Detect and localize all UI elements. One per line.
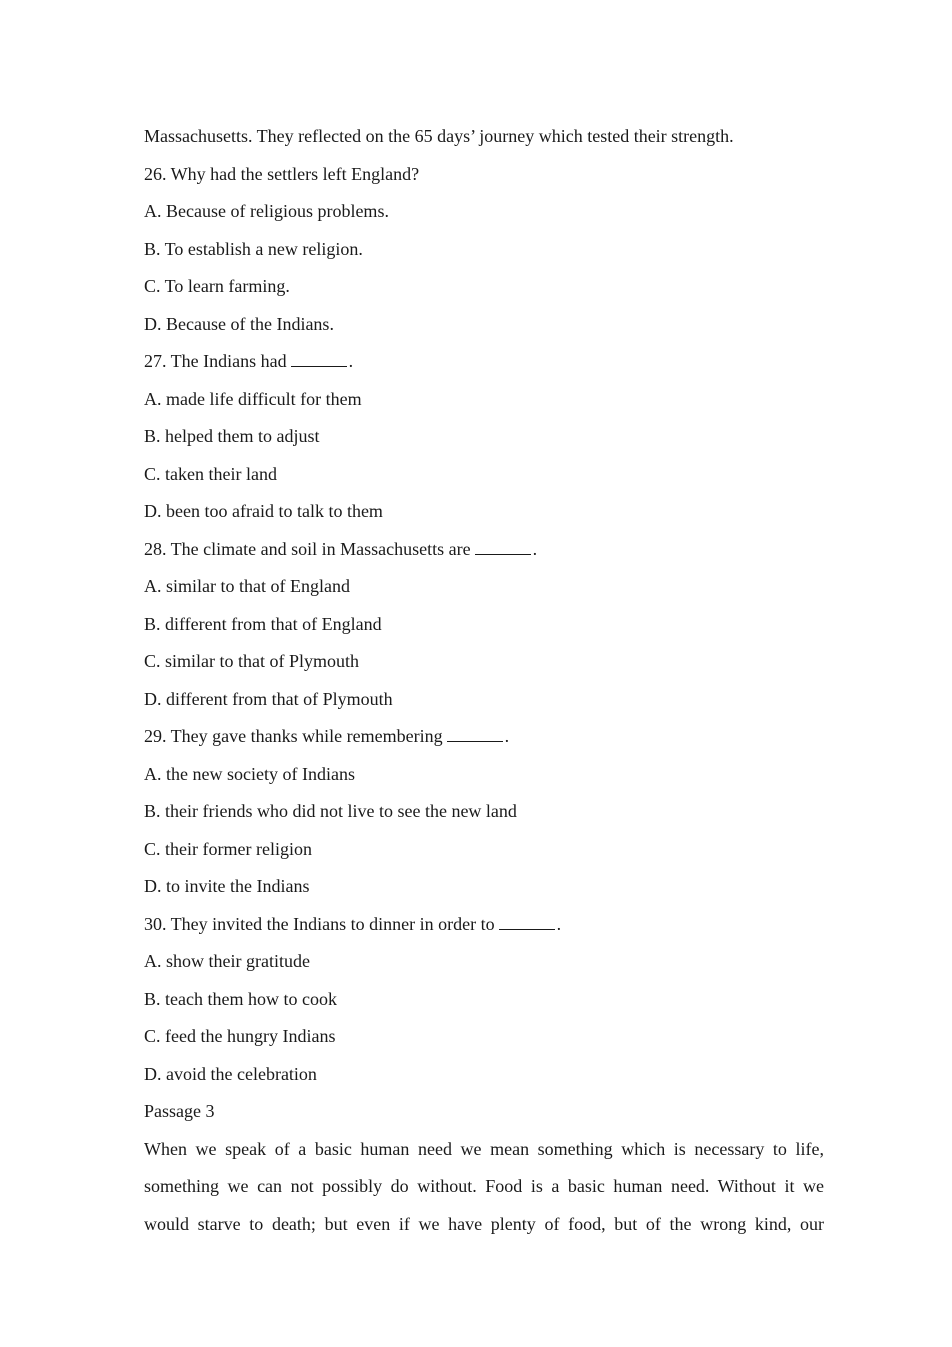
option-28-c: C. similar to that of Plymouth [144,651,359,671]
question-27-text: 27. The Indians had [144,351,287,371]
option-26-c: C. To learn farming. [144,276,290,296]
passage-line-1: When we speak of a basic human need we mean something which is necessary to life, [144,1138,824,1159]
question-30-period: . [556,913,562,934]
option-30-d: D. avoid the celebration [144,1063,317,1084]
option-29-a: A. the new society of Indians [144,763,355,784]
option-30-b: B. teach them how to cook [144,988,337,1009]
question-27-period: . [348,351,354,371]
passage-heading: Passage 3 [144,1101,215,1121]
option-27-d: D. been too afraid to talk to them [144,501,383,521]
option-29-c: C. their former religion [144,838,312,859]
option-26-b: B. To establish a new religion. [144,238,363,259]
question-30 [144,906,824,944]
option-30-a: A. show their gratitude [144,951,310,971]
option-27-a: A. made life difficult for them [144,388,362,409]
question-26: 26. Why had the settlers left England? [144,163,420,184]
question-29-period: . [504,726,510,746]
option-29-b: B. their friends who did not live to see the new land [144,801,517,821]
question-28 [144,531,824,569]
question-28-text: 28. The climate and soil in Massachusetts are [144,538,471,559]
option-28-b: B. different from that of England [144,613,382,634]
option-28-d: D. different from that of Plymouth [144,688,393,709]
question-29 [144,718,824,756]
answer-blank [291,350,347,367]
option-29-d: D. to invite the Indians [144,876,310,896]
answer-blank [447,725,503,742]
passage-line-3: would starve to death; but even if we have plenty of food, but of the wrong kind, our [144,1213,824,1234]
question-30-text: 30. They invited the Indians to dinner in order to [144,913,495,934]
answer-blank [499,913,555,930]
answer-blank [475,538,531,555]
option-26-d: D. Because of the Indians. [144,313,334,334]
option-26-a: A. Because of religious problems. [144,201,389,221]
passage-line-2: something we can not possibly do without. Food is a basic human need. Without it we [144,1176,824,1196]
document-page [144,118,824,1243]
question-28-period: . [532,538,538,559]
option-27-b: B. helped them to adjust [144,426,320,446]
continuation-line: Massachusetts. They reflected on the 65 days’ journey which tested their strength. [144,126,734,146]
question-29-text: 29. They gave thanks while remembering [144,726,443,746]
option-30-c: C. feed the hungry Indians [144,1026,336,1046]
option-27-c: C. taken their land [144,463,277,484]
question-27 [144,343,824,381]
option-28-a: A. similar to that of England [144,576,350,596]
